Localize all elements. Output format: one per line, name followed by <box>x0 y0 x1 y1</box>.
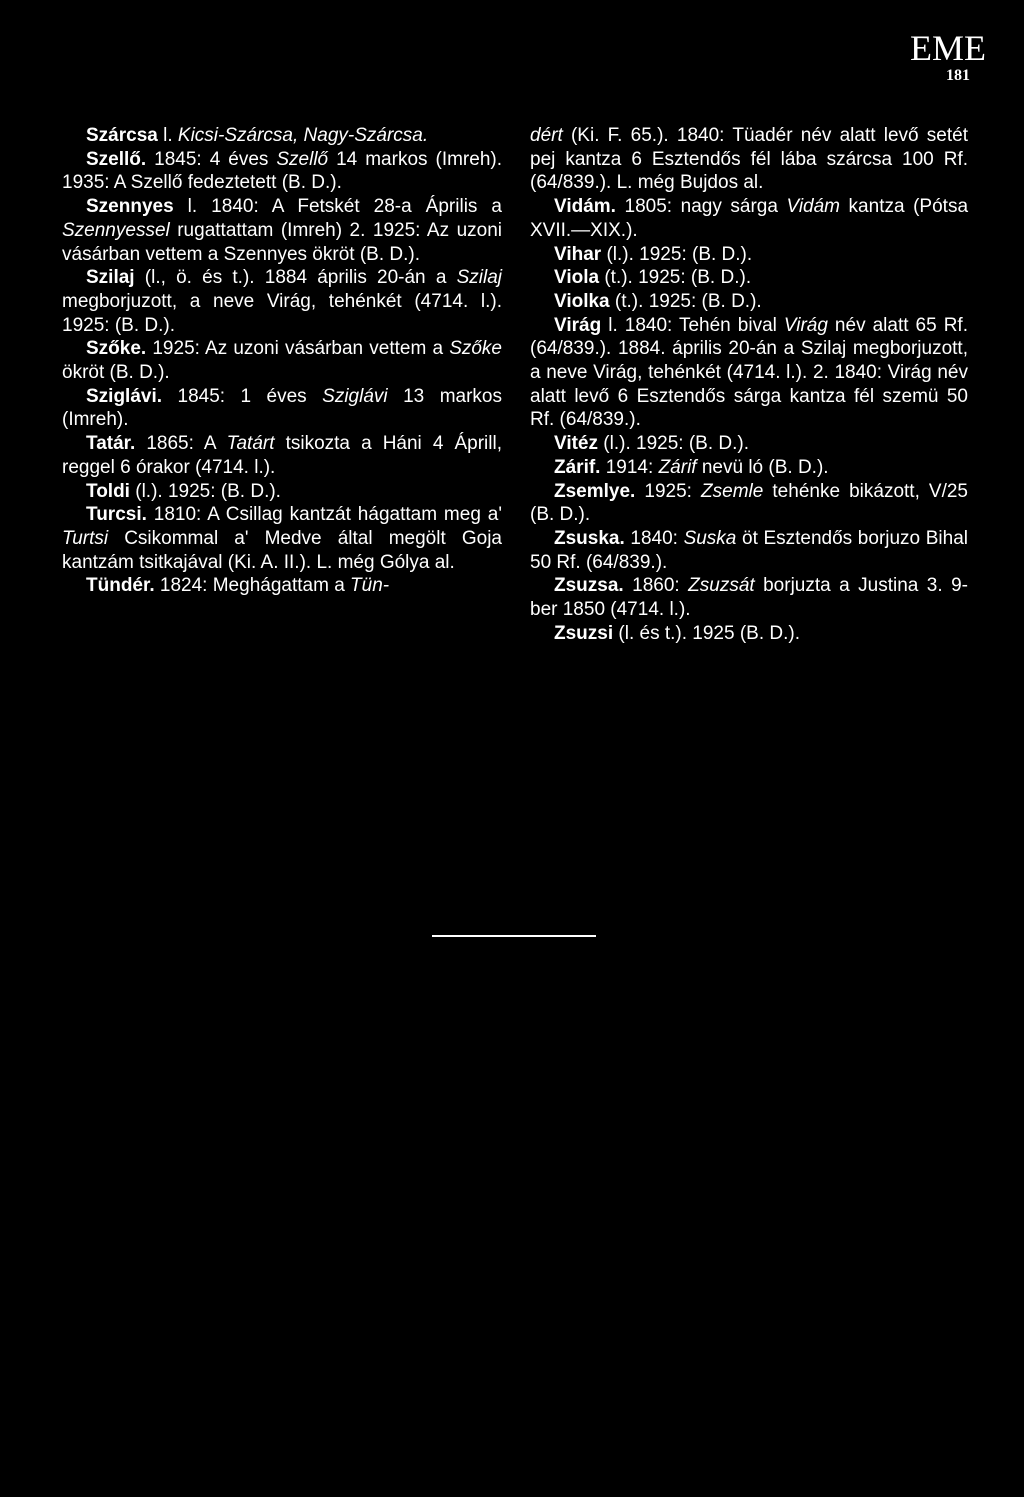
dictionary-entry <box>62 195 502 266</box>
entry-text: 1925: <box>635 480 702 502</box>
entry-headword: Virág <box>554 314 602 336</box>
entry-text: 1810: A Csillag kantzát hágattam meg a' <box>146 504 502 526</box>
entry-text: Csikommal a' Medve által megölt Goja kantzám tsitkajával (Ki. A. II.). L. még Gólya al. <box>62 527 502 573</box>
entry-text: ökröt (B. D.). <box>62 362 170 384</box>
entry-italic-text: Kicsi-Szárcsa, Nagy-Szárcsa. <box>177 125 429 146</box>
dictionary-entry <box>530 195 968 242</box>
dictionary-entry <box>530 456 968 480</box>
entry-text: (l.). 1925: (B. D.). <box>598 433 749 455</box>
entry-italic-text: Zárif <box>658 456 697 478</box>
entry-headword: Vihar <box>554 243 602 265</box>
dictionary-entry <box>530 432 968 456</box>
entry-text: rugattattam (Imreh) 2. 1925: Az uzoni vásárban vettem a Szennyes ökröt (B. D.). <box>62 219 502 265</box>
dictionary-entry <box>530 314 968 433</box>
entry-italic-text: Zsuzsát <box>688 575 755 597</box>
entry-text: 1914: <box>600 456 659 478</box>
entry-text: öt Esztendős borjuzo Bihal 50 Rf. (64/839.). <box>530 527 968 573</box>
entry-headword: Zsemlye. <box>554 480 636 502</box>
entry-headword: Szárcsa <box>86 125 158 146</box>
page-header <box>910 30 986 84</box>
entry-italic-text: Zsemle <box>701 480 764 502</box>
entry-headword: Zsuzsi <box>554 622 614 644</box>
entry-italic-text: Sziglávi <box>322 385 388 407</box>
entry-headword: Zsuska. <box>554 527 625 549</box>
entry-text: (l., ö. és t.). 1884 április 20-án a <box>134 267 457 289</box>
dictionary-entry <box>530 527 968 574</box>
entry-italic-text: Tün- <box>350 575 390 597</box>
entry-headword: Szilaj <box>86 267 135 289</box>
entry-text: 13 markos (Imreh). <box>62 385 502 431</box>
section-divider <box>432 935 596 937</box>
right-column <box>530 124 968 645</box>
entry-headword: Toldi <box>86 480 130 502</box>
entry-text: 1840: <box>624 527 684 549</box>
entry-headword: Turcsi. <box>86 504 147 526</box>
entry-text: 1845: 1 éves <box>162 385 323 407</box>
entry-italic-text: Turtsi <box>62 527 109 549</box>
entry-headword: Tündér. <box>86 575 155 597</box>
dictionary-entry <box>530 266 968 290</box>
entry-headword: Zárif. <box>554 456 601 478</box>
entry-text: kantza (Pótsa XVII.—XIX.). <box>530 196 969 241</box>
entry-text: név alatt 65 Rf. (64/839.). 1884. április 20-án a Szilaj megborjuzott, a neve Virág, tehénkét (4714. l.). 2. 1840: Virág név alatt levő 6 Esztendős sárga kantza fél szemü 50 Rf. (64/839.). <box>530 314 968 431</box>
entry-text: tehénke bikázott, V/25 (B. D.). <box>530 480 969 526</box>
entry-italic-text: Szőke <box>449 338 502 360</box>
dictionary-entry <box>62 124 502 148</box>
entry-text: l. 1840: A Fetskét 28-a Április a <box>173 196 502 218</box>
entry-headword: Viola <box>554 267 600 289</box>
entry-headword: Violka <box>554 290 610 312</box>
dictionary-entry <box>62 432 502 479</box>
entry-italic-text: Szellő <box>276 148 329 170</box>
entry-italic-text: Vidám <box>786 196 840 218</box>
entry-text: 1925: Az uzoni vásárban vettem a <box>146 338 450 360</box>
entry-italic-text: Suska <box>683 527 737 549</box>
dictionary-entry <box>530 290 968 314</box>
entry-headword: Zsuzsa. <box>554 575 624 597</box>
dictionary-entry <box>62 385 502 432</box>
dictionary-entry <box>62 503 502 574</box>
dictionary-entry <box>62 266 502 337</box>
entry-headword: Sziglávi. <box>86 385 163 407</box>
entry-text: 1860: <box>623 575 689 597</box>
page-number: 181 <box>946 67 970 84</box>
entry-headword: Szellő. <box>86 148 147 170</box>
entry-text: (l.). 1925: (B. D.). <box>601 243 753 265</box>
entry-text: nevü ló (B. D.). <box>696 456 829 478</box>
entry-text: (Ki. F. 65.). 1840: Tüadér név alatt levő setét pej kantza 6 Esztendős fél lába szárcsa 100 Rf. (64/839.). L. még Bujdos al. <box>530 125 968 194</box>
entry-text: 1845: 4 éves <box>146 148 277 170</box>
entry-text: (l. és t.). 1925 (B. D.). <box>613 622 801 644</box>
left-column <box>62 124 502 598</box>
entry-text: (t.). 1925: (B. D.). <box>599 267 752 289</box>
entry-text: megborjuzott, a neve Virág, tehénkét (4714. l.). 1925: (B. D.). <box>62 290 502 336</box>
entry-text: tsikozta a Háni 4 Áprill, reggel 6 órakor (4714. l.). <box>62 433 502 478</box>
entry-text: (l.). 1925: (B. D.). <box>129 480 281 502</box>
entry-text: 1865: A <box>135 433 227 455</box>
dictionary-entry <box>530 480 968 527</box>
dictionary-entry <box>530 574 968 621</box>
dictionary-entry <box>530 243 968 267</box>
entry-italic-text: Szilaj <box>456 267 502 289</box>
entry-italic-text: Virág <box>783 314 828 336</box>
entry-headword: Szőke. <box>86 338 147 360</box>
entry-headword: Vidám. <box>554 196 616 218</box>
dictionary-entry <box>530 622 968 646</box>
entry-text: 14 markos (Imreh). 1935: A Szellő fedeztetett (B. D.). <box>62 148 502 194</box>
entry-headword: Vitéz <box>554 433 599 455</box>
dictionary-entry <box>62 480 502 504</box>
entry-italic-text: dért <box>530 125 563 146</box>
dictionary-entry <box>62 148 502 195</box>
entry-text: borjuzta a Justina 3. 9-ber 1850 (4714. l.). <box>530 575 968 621</box>
entry-text: l. 1840: Tehén bival <box>601 314 784 336</box>
publisher-logo: EME <box>910 28 986 68</box>
entry-text: (t.). 1925: (B. D.). <box>609 290 762 312</box>
entry-italic-text: Tatárt <box>226 433 275 455</box>
entry-text: l. <box>157 125 178 146</box>
entry-text: 1805: nagy sárga <box>615 196 787 218</box>
dictionary-entry <box>530 124 968 195</box>
entry-headword: Szennyes <box>86 196 174 218</box>
entry-italic-text: Szennyessel <box>62 219 170 241</box>
dictionary-entry <box>62 574 502 598</box>
entry-text: 1824: Meghágattam a <box>154 575 351 597</box>
dictionary-entry <box>62 337 502 384</box>
entry-headword: Tatár. <box>86 433 136 455</box>
